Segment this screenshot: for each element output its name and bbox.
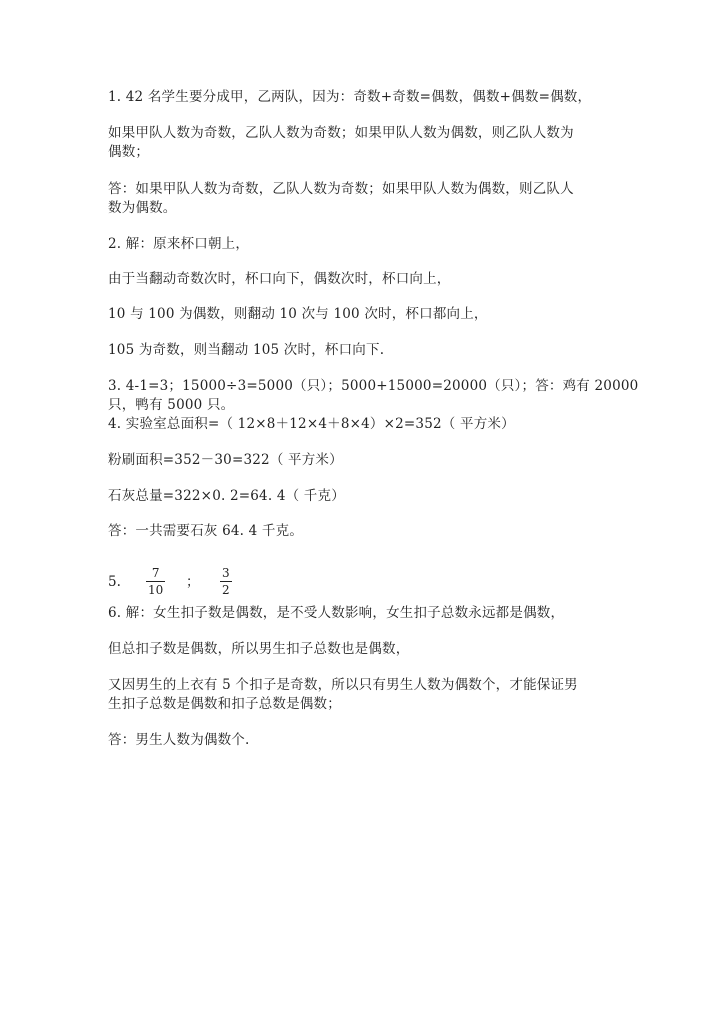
answer-5-label: 5. [108,574,121,590]
answer-3-line-2: 只，鸭有 5000 只。 [108,397,235,413]
answer-5-separator: ； [186,574,200,590]
fraction-1-denominator: 10 [148,583,164,597]
answer-3-line-1: 3. 4-1=3；15000÷3=5000（只）；5000+15000=20000（只）；答：鸡有 20000 [108,378,639,394]
answer-1-conclusion-line-2: 数为偶数。 [108,200,177,216]
answer-2-line-3: 10 与 100 为偶数，则翻动 10 次与 100 次时，杯口都向上， [108,306,488,322]
answer-4-line-3: 石灰总量=322×0. 2=64. 4（ 千克） [108,488,345,504]
answer-6-line-4: 生扣子总数是偶数和扣子总数是偶数； [108,696,341,712]
answer-4-conclusion: 答：一共需要石灰 64. 4 千克。 [108,523,304,539]
answer-6-line-1: 6. 解：女生扣子数是偶数，是不受人数影响，女生扣子总数永远都是偶数， [108,605,565,621]
answer-1-line-2: 如果甲队人数为奇数，乙队人数为奇数；如果甲队人数为偶数，则乙队人数为 [108,125,574,141]
fraction-2-bar [220,581,232,582]
answer-2-line-1: 2. 解：原来杯口朝上， [108,236,250,252]
answer-6-line-2: 但总扣子数是偶数，所以男生扣子总数也是偶数， [108,641,410,657]
fraction-2-numerator: 3 [222,566,230,580]
fraction-1-numerator: 7 [151,566,160,580]
fraction-seven-tenths [146,566,165,597]
answer-6-conclusion: 答：男生人数为偶数个. [108,732,250,748]
fraction-three-halves [220,566,232,597]
answer-1-line-3: 偶数； [108,144,150,160]
answer-4-line-1: 4. 实验室总面积=（ 12×8＋12×4＋8×4）×2=352（ 平方米） [108,416,515,432]
answer-6-line-3: 又因男生的上衣有 5 个扣子是奇数，所以只有男生人数为偶数个，才能保证男 [108,677,578,693]
answer-1-line-1: 1. 42 名学生要分成甲，乙两队，因为：奇数+奇数=偶数，偶数+偶数=偶数， [108,89,592,105]
fraction-1-bar [146,581,165,582]
answer-2-line-2: 由于当翻动奇数次时，杯口向下，偶数次时，杯口向上， [108,271,451,287]
answer-4-line-2: 粉刷面积=352－30=322（ 平方米） [108,452,343,468]
answer-2-line-4: 105 为奇数，则当翻动 105 次时，杯口向下. [108,342,385,358]
fraction-2-denominator: 2 [222,583,230,597]
answer-1-conclusion-line-1: 答：如果甲队人数为奇数，乙队人数为奇数；如果甲队人数为偶数，则乙队人 [108,181,574,197]
